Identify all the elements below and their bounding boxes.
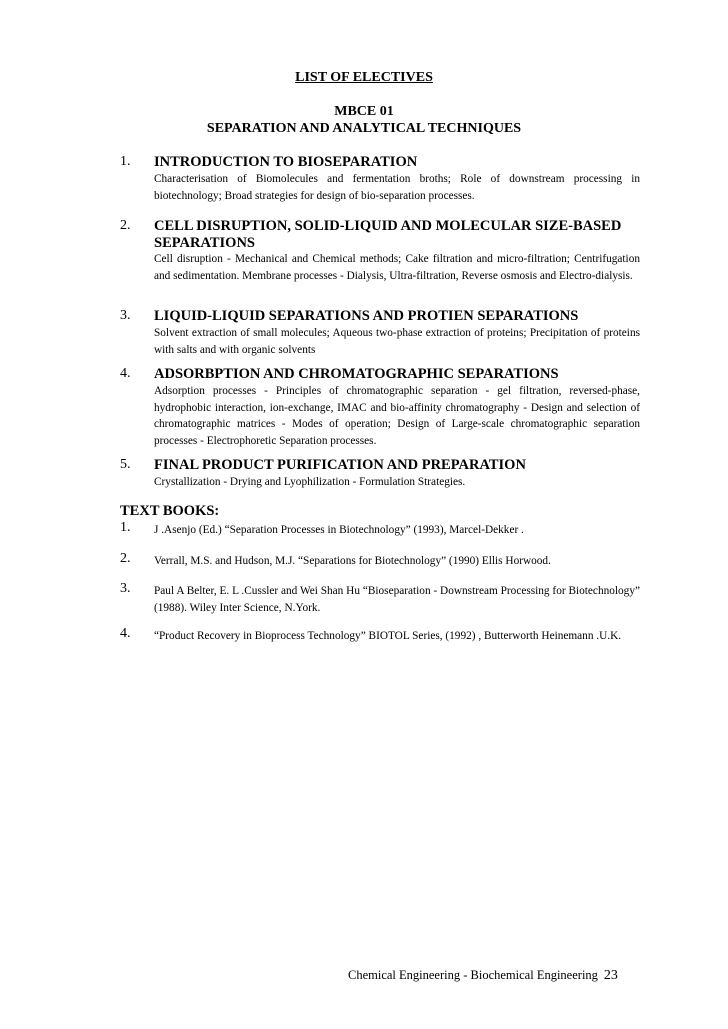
unit-title: LIQUID-LIQUID SEPARATIONS AND PROTIEN SEPARATIONS — [154, 308, 579, 324]
unit-description: Characterisation of Biomolecules and fermentation broths; Role of downstream processing in biotechnology; Broad strategies for design of bio-separation processes. — [154, 173, 640, 202]
book-number: 1. — [120, 520, 131, 535]
book-reference: Paul A Belter, E. L .Cussler and Wei Shan Hu “Bioseparation - Downstream Processing for Biotechnology” (1988). Wiley Inter Science, N.York. — [154, 585, 640, 614]
unit-number: 5. — [120, 457, 131, 472]
unit-number: 1. — [120, 154, 131, 169]
unit-title: ADSORBPTION AND CHROMATOGRAPHIC SEPARATIONS — [154, 366, 559, 382]
list-title: LIST OF ELECTIVES — [295, 70, 433, 85]
page-footer — [348, 968, 618, 984]
book-reference: “Product Recovery in Bioprocess Technology” BIOTOL Series, (1992) , Butterworth Heinemann .U.K. — [154, 630, 622, 642]
unit-number: 2. — [120, 218, 131, 233]
unit-description: Solvent extraction of small molecules; Aqueous two-phase extraction of proteins; Precipitation of proteins with salts and with organic solvents — [154, 327, 640, 356]
course-title: SEPARATION AND ANALYTICAL TECHNIQUES — [206, 121, 522, 136]
unit-number: 3. — [120, 308, 131, 323]
footer-department: Chemical Engineering - Biochemical Engineering — [348, 968, 598, 982]
book-reference: J .Asenjo (Ed.) “Separation Processes in Biotechnology” (1993), Marcel-Dekker . — [154, 524, 524, 536]
unit-description: Adsorption processes - Principles of chromatographic separation - gel filtration, reversed-phase, hydrophobic interaction, ion-exchange, IMAC and bio-affinity chromatography - Design and selection of chromatographic matrices - Modes of operation; Design of Large-scale chromatographic separation processes - Electrophoretic Separation processes. — [154, 385, 640, 447]
unit-title: INTRODUCTION TO BIOSEPARATION — [154, 154, 418, 170]
unit-number: 4. — [120, 366, 131, 381]
unit-description: Cell disruption - Mechanical and Chemical methods; Cake filtration and micro-filtration; Centrifugation and sedimentation. Membrane processes - Dialysis, Ultra-filtration, Reverse osmosis and Electro-dialysis. — [154, 253, 640, 282]
unit-title: FINAL PRODUCT PURIFICATION AND PREPARATION — [154, 457, 526, 473]
book-number: 4. — [120, 626, 131, 641]
course-code: MBCE 01 — [334, 104, 394, 119]
page-number: 23 — [603, 968, 618, 983]
unit-title: CELL DISRUPTION, SOLID-LIQUID AND MOLECULAR SIZE-BASED SEPARATIONS — [154, 218, 622, 251]
text-books-heading: TEXT BOOKS: — [120, 503, 220, 519]
book-reference: Verrall, M.S. and Hudson, M.J. “Separations for Biotechnology” (1990) Ellis Horwood. — [154, 555, 551, 567]
book-number: 3. — [120, 581, 131, 596]
unit-description: Crystallization - Drying and Lyophilization - Formulation Strategies. — [154, 476, 466, 488]
book-number: 2. — [120, 551, 131, 566]
